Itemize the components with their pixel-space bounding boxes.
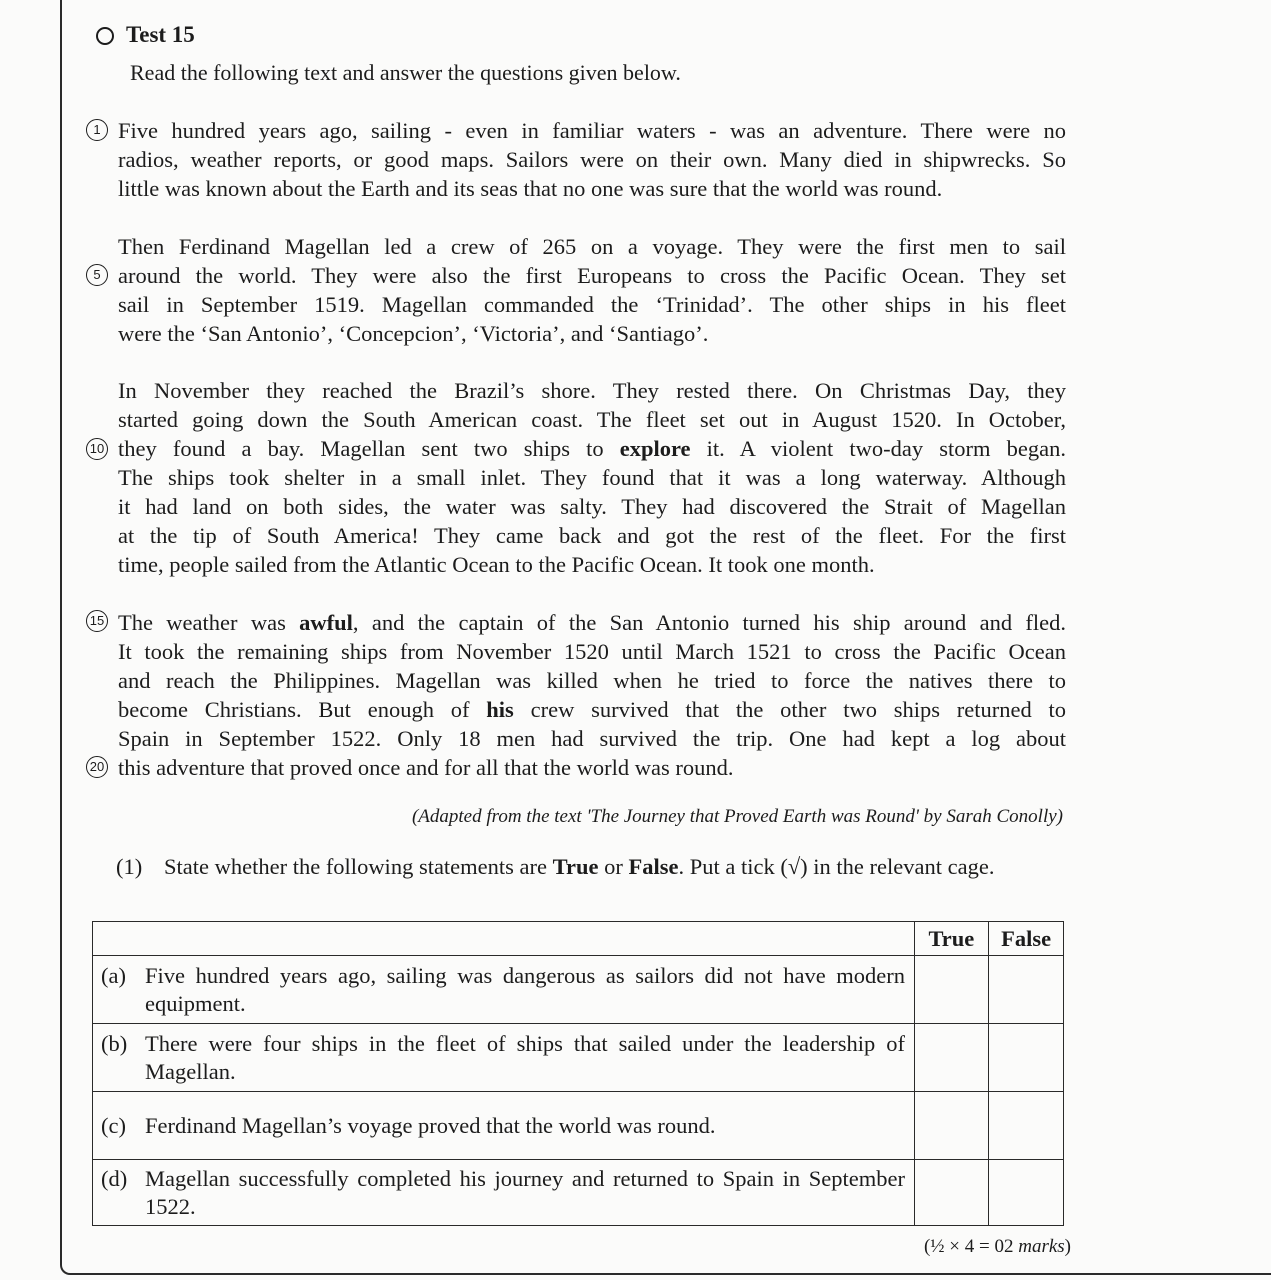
passage-line: were the ‘San Antonio’, ‘Concepcion’, ‘Victoria’, and ‘Santiago’. [118,321,709,346]
true-cell[interactable] [914,1160,989,1226]
source-citation: (Adapted from the text 'The Journey that Proved Earth was Round' by Sarah Conolly) [411,806,1063,827]
false-cell[interactable] [989,1024,1064,1092]
statement-cell [93,1160,915,1226]
passage-line [118,434,1066,463]
table-row [93,1160,1064,1226]
statement-cell [93,956,915,1024]
passage-line: around the world. They were also the first Europeans to cross the Pacific Ocean. They set [118,263,1066,288]
table-row [93,956,1064,1024]
statement-label: (b) [101,1030,128,1056]
line-number-1: 1 [86,119,108,141]
question-number: (1) [116,854,143,879]
table-header-row [93,922,1064,956]
passage-text: , and the captain of the San Antonio turned his ship around and fled. [352,610,1066,635]
instruction: Read the following text and answer the questions given below. [130,60,681,85]
false-word: False [628,854,679,879]
statement-text: Ferdinand Magellan’s voyage proved that the world was round. [145,1112,716,1138]
passage-text: The weather was [118,610,286,635]
passage-paragraph-1 [118,116,1066,203]
false-cell[interactable] [989,1092,1064,1160]
header-statement [93,922,915,956]
true-false-table [92,921,1064,1226]
passage-paragraph-4 [118,608,1066,782]
bold-word-his: his [486,697,514,722]
passage-line: this adventure that proved once and for all that the world was round. [118,755,734,780]
passage-text: they found a bay. Magellan sent two ships to [118,436,604,461]
line-number-5: 5 [86,264,108,286]
or-word: or [604,854,623,879]
statement-label: (d) [101,1165,128,1191]
false-cell[interactable] [989,956,1064,1024]
passage-paragraph-2 [118,232,1066,348]
line-number-10: 10 [86,438,108,460]
test-title: Test 15 [126,22,195,47]
passage-text: it. A violent two-day storm began. [706,436,1066,461]
statement-text: There were four ships in the fleet of ships that sailed under the leadership of Magellan. [145,1030,905,1084]
passage-line: It took the remaining ships from November 1520 until March 1521 to cross the Pacific Ocean [118,639,1066,664]
bold-word-explore: explore [619,436,691,461]
statement-label: (a) [101,962,126,988]
passage-line: Then Ferdinand Magellan led a crew of 265 on a voyage. They were the first men to sail [118,234,1066,259]
header-false: False [989,922,1064,956]
passage-line: In November they reached the Brazil’s shore. They rested there. On Christmas Day, they [118,378,1066,403]
passage-line: Spain in September 1522. Only 18 men had survived the trip. One had kept a log about [118,726,1066,751]
passage-line: and reach the Philippines. Magellan was killed when he tried to force the natives there to [118,668,1066,693]
question-text-b: . Put a tick (√) in the relevant cage. [678,854,995,879]
true-cell[interactable] [914,1024,989,1092]
test-heading [96,22,195,48]
marks-unit: marks [1018,1236,1065,1257]
passage-line: radios, weather reports, or good maps. Sailors were on their own. Many died in shipwrecks. So [118,147,1066,172]
passage-text: become Christians. But enough of [118,697,470,722]
passage-line: little was known about the Earth and its seas that no one was sure that the world was round. [118,176,943,201]
true-cell[interactable] [914,956,989,1024]
line-number-15: 15 [86,610,108,632]
statement-cell [93,1024,915,1092]
question-text-a: State whether the following statements are [164,854,548,879]
marks-formula: (½ × 4 = 02 [923,1236,1014,1257]
true-cell[interactable] [914,1092,989,1160]
statement-cell [93,1092,915,1160]
passage-line: time, people sailed from the Atlantic Ocean to the Pacific Ocean. It took one month. [118,552,875,577]
true-word: True [552,854,599,879]
statement-text: Five hundred years ago, sailing was dangerous as sailors did not have modern equipment. [145,962,905,1016]
statement-text: Magellan successfully completed his journey and returned to Spain in September 1522. [145,1165,905,1219]
passage-line [118,608,1066,637]
passage-line: The ships took shelter in a small inlet. They found that it was a long waterway. Although [118,465,1066,490]
passage-line: started going down the South American coast. The fleet set out in August 1520. In October, [118,407,1066,432]
false-cell[interactable] [989,1160,1064,1226]
passage-line: at the tip of South America! They came back and got the rest of the fleet. For the first [118,523,1066,548]
table-row [93,1024,1064,1092]
passage-line: Five hundred years ago, sailing - even in familiar waters - was an adventure. There were no [118,118,1066,143]
question-1 [116,852,1078,881]
passage-text: crew survived that the other two ships returned to [530,697,1067,722]
question-text [164,852,1078,881]
passage-line: it had land on both sides, the water was salty. They had discovered the Strait of Magellan [118,494,1066,519]
statement-label: (c) [101,1112,126,1138]
passage-paragraph-3 [118,376,1066,579]
header-true: True [914,922,989,956]
table-row [93,1092,1064,1160]
line-number-20: 20 [86,756,108,778]
marks-allocation [924,1236,1071,1258]
passage-line [118,695,1066,724]
circle-bullet-icon [96,27,114,45]
marks-close: ) [1064,1236,1071,1257]
bold-word-awful: awful [299,610,353,635]
passage-line: sail in September 1519. Magellan commanded the ‘Trinidad’. The other ships in his fleet [118,292,1066,317]
